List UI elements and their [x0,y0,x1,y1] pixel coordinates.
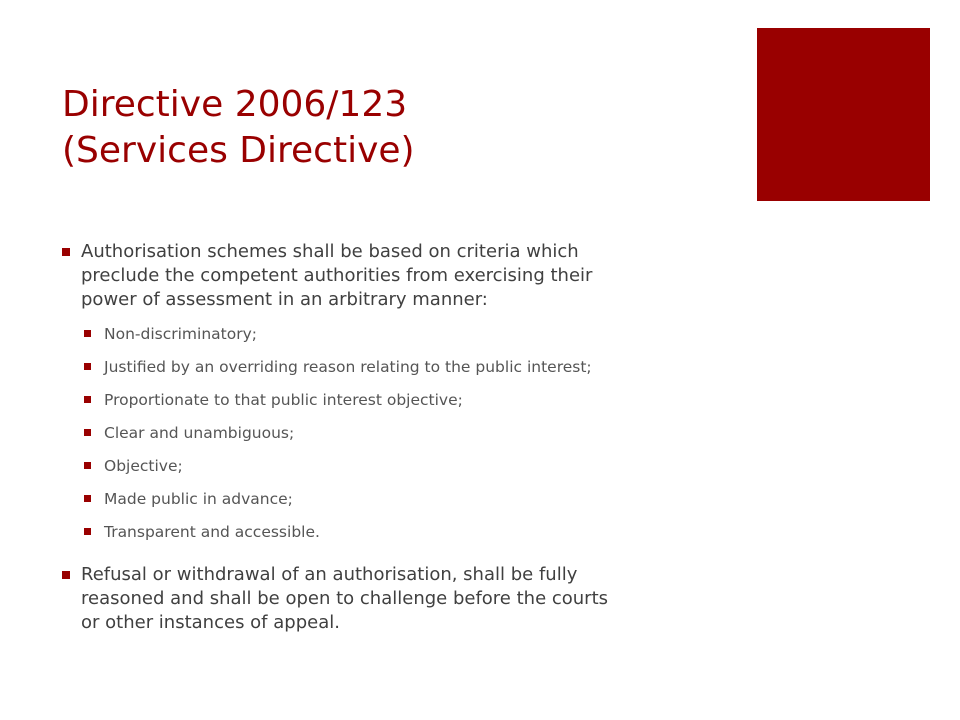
slide-title-line-2: (Services Directive) [62,130,415,171]
square-bullet-icon [84,495,91,502]
criteria-item-text: Clear and unambiguous; [104,424,295,442]
criteria-item [62,322,842,355]
bullet-text-line: preclude the competent authorities from exercising their [81,265,593,286]
bullet-text [81,240,842,312]
criteria-item-text: Made public in advance; [104,490,293,508]
square-bullet-icon [84,396,91,403]
criteria-item [62,520,842,553]
criteria-item-text: Objective; [104,457,183,475]
bullet-text-line: power of assessment in an arbitrary manner: [81,289,488,310]
criteria-item-text: Justified by an overriding reason relating to the public interest; [104,358,592,376]
criteria-item-text: Proportionate to that public interest objective; [104,391,463,409]
square-bullet-icon [84,528,91,535]
bullet-text-line: reasoned and shall be open to challenge before the courts [81,588,609,609]
criteria-item-text: Non-discriminatory; [104,325,257,343]
bullet-text-line: or other instances of appeal. [81,612,340,633]
square-bullet-icon [62,248,70,256]
square-bullet-icon [84,330,91,337]
criteria-item [62,454,842,487]
accent-square [757,28,930,201]
square-bullet-icon [84,363,91,370]
bullet-authorisation-criteria [62,240,842,312]
criteria-item-text: Transparent and accessible. [104,523,320,541]
square-bullet-icon [84,462,91,469]
bullet-text-line: Refusal or withdrawal of an authorisation, shall be fully [81,564,578,585]
bullet-text [81,563,842,635]
square-bullet-icon [62,571,70,579]
slide-title [62,82,722,174]
criteria-list [62,322,842,553]
slide-body [62,240,842,635]
bullet-text-line: Authorisation schemes shall be based on criteria which [81,241,579,262]
criteria-item [62,487,842,520]
bullet-refusal-withdrawal [62,563,842,635]
criteria-item [62,421,842,454]
criteria-item [62,355,842,388]
square-bullet-icon [84,429,91,436]
criteria-item [62,388,842,421]
slide-title-line-1: Directive 2006/123 [62,84,408,125]
